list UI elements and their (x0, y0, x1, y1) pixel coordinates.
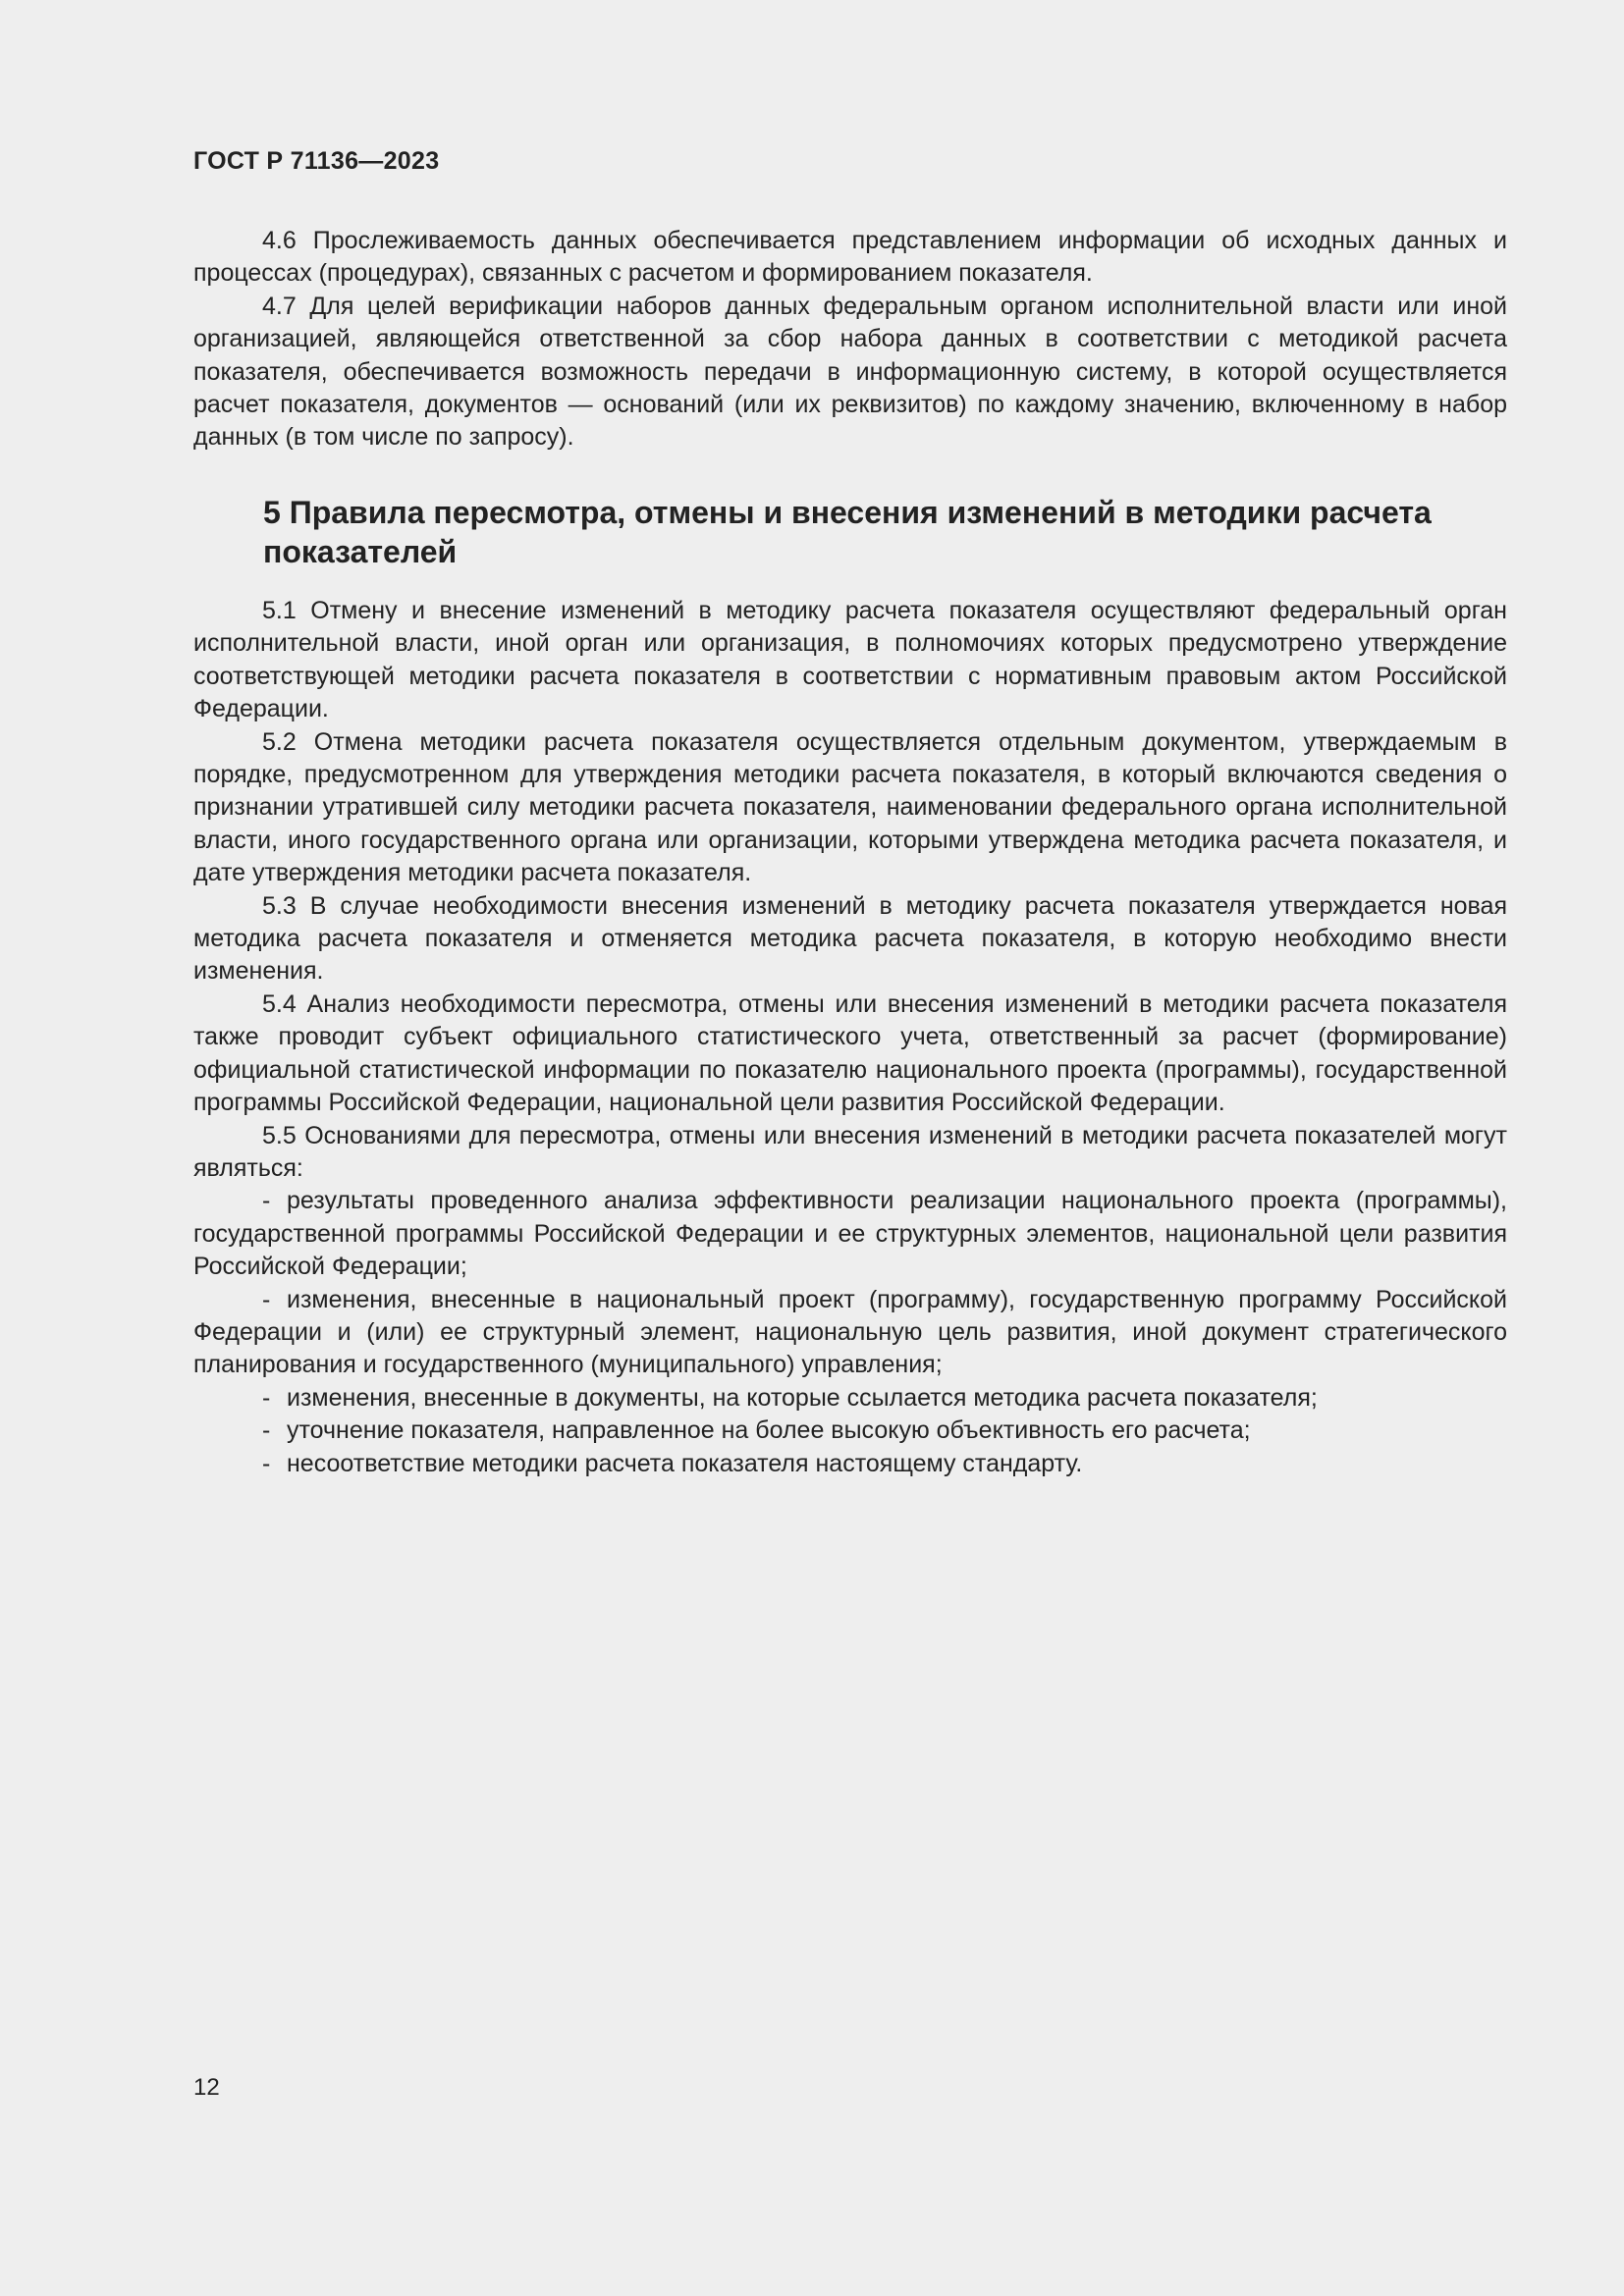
clause-4-6: 4.6 Прослеживаемость данных обеспечивается представлением информации об исходных данных и процессах (процедурах), связанных с расчетом и формированием показателя. (193, 227, 1507, 288)
clause-5-4: 5.4 Анализ необходимости пересмотра, отмены или внесения изменений в методики расчета показателя также проводит субъект официального статистического учета, ответственный за расчет (формирование) официальной статистической информации по показателю национального проекта (программы), государственной программы Российской Федерации, национальной цели развития Российской Федерации. (193, 989, 1507, 1117)
bullet-marker: - (262, 1187, 271, 1215)
list-item-text: результаты проведенного анализа эффективности реализации национального проекта (программы), государственной программы Российской Федерации и ее структурных элементов, национальной цели развития Российской Федерации; (193, 1187, 1507, 1281)
page-number: 12 (193, 2074, 220, 2101)
clause-5-5: 5.5 Основаниями для пересмотра, отмены или внесения изменений в методики расчета показателей могут являться: (193, 1121, 1507, 1182)
list-item-text: изменения, внесенные в национальный проект (программу), государственную программу Российской Федерации и (или) ее структурный элемент, национальную цель развития, иной документ стратегического планирования и государственного (муниципального) управления; (193, 1285, 1507, 1379)
list-item (193, 1448, 1507, 1480)
document-header: ГОСТ Р 71136—2023 (193, 147, 440, 175)
clause-5-1: 5.1 Отмену и внесение изменений в методику расчета показателя осуществляют федеральный орган исполнительной власти, иной орган или организация, в полномочиях которых предусмотрено утверждение соответствующей методики расчета показателя в соответствии с нормативным правовым актом Российской Федерации. (193, 597, 1507, 723)
list-item-text: изменения, внесенные в документы, на которые ссылается методика расчета показателя; (287, 1383, 1318, 1412)
bullet-marker: - (262, 1416, 271, 1445)
list-item (193, 1284, 1507, 1382)
list-item-text: уточнение показателя, направленное на более высокую объективность его расчета; (287, 1416, 1251, 1445)
list-item (193, 1185, 1507, 1283)
bullet-marker: - (262, 1449, 271, 1477)
section-5-heading: 5 Правила пересмотра, отмены и внесения изменений в методики расчета показателей (263, 495, 1432, 569)
bullet-marker: - (262, 1383, 271, 1412)
list-item-text: несоответствие методики расчета показателя настоящему стандарту. (287, 1449, 1083, 1477)
clause-4-7: 4.7 Для целей верификации наборов данных федеральным органом исполнительной власти или иной организацией, являющейся ответственной за сбор набора данных в соответствии с методикой расчета показателя, обеспечивается возможность передачи в информационную систему, в которой осуществляется расчет показателя, документов — оснований (или их реквизитов) по каждому значению, включенному в набор данных (в том числе по запросу). (193, 292, 1507, 452)
clause-5-3: 5.3 В случае необходимости внесения изменений в методику расчета показателя утверждается новая методика расчета показателя и отменяется методика расчета показателя, в которую необходимо внести изменения. (193, 891, 1507, 986)
list-item (193, 1382, 1507, 1415)
bullet-marker: - (262, 1285, 271, 1313)
clauses-section-4 (193, 225, 1507, 454)
list-item (193, 1415, 1507, 1447)
clause-5-2: 5.2 Отмена методики расчета показателя осуществляется отдельным документом, утверждаемым в порядке, предусмотренном для утверждения методики расчета показателя, в который включаются сведения о признании утратившей силу методики расчета показателя, наименовании федерального органа исполнительной власти, иного государственного органа или организации, которыми утверждена методика расчета показателя, и дате утверждения методики расчета показателя. (193, 727, 1507, 887)
clauses-section-5 (193, 595, 1507, 1480)
